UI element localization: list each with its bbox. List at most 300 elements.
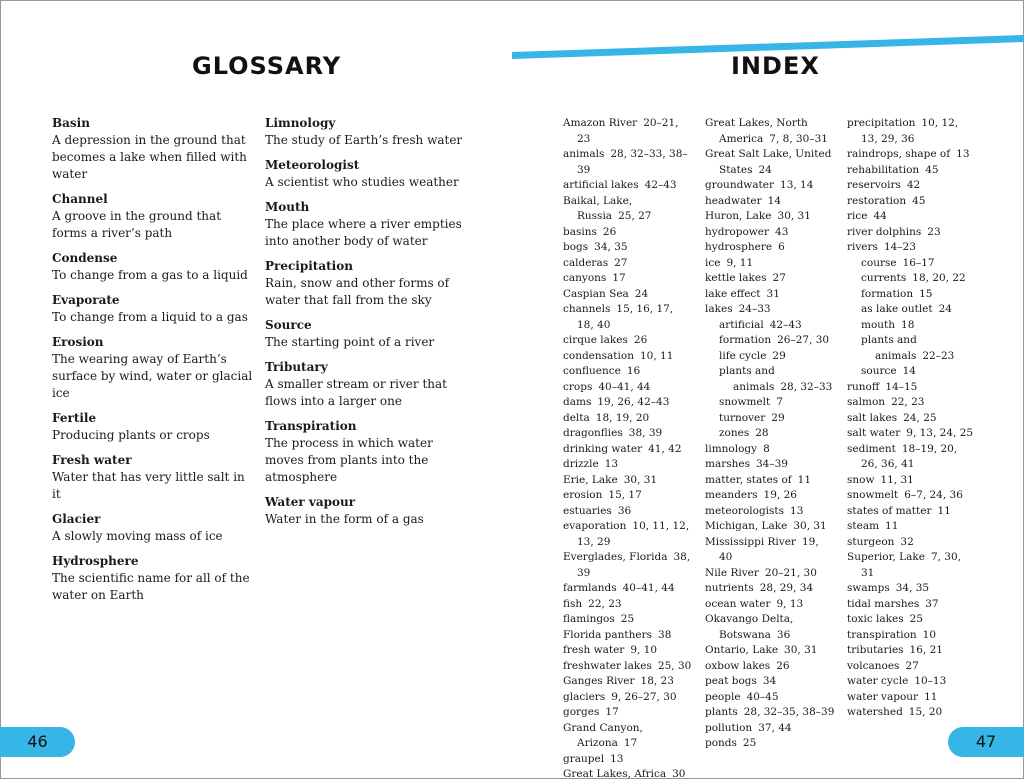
index-term: zones [719, 427, 750, 439]
index-title: INDEX [731, 52, 820, 80]
index-term: dams [563, 396, 592, 408]
index-term: mouth [861, 318, 896, 331]
index-entry [563, 752, 693, 768]
index-pages: 18, 19, 20 [595, 411, 650, 424]
index-pages: 42–43 [644, 179, 677, 191]
index-pages: 11, 31 [880, 473, 914, 486]
index-term: Huron, Lake [705, 210, 772, 222]
index-subentry [705, 395, 835, 411]
index-entry [563, 349, 693, 365]
index-term: rehabilitation [847, 163, 920, 176]
glossary-term: Mouth [265, 200, 310, 214]
index-entry [847, 163, 977, 179]
index-pages: 17 [605, 706, 619, 718]
index-term: calderas [563, 256, 609, 269]
index-term: artificial lakes [563, 179, 639, 191]
index-term: lakes [705, 303, 733, 315]
index-term: ice [705, 256, 721, 269]
index-term: Superior, Lake [847, 551, 925, 563]
index-pages: 15, 16, 17, 18, 40 [577, 303, 674, 331]
index-pages: 14–15 [885, 380, 918, 393]
index-pages: 8 [763, 442, 770, 455]
index-entry [563, 504, 693, 520]
glossary-definition: Rain, snow and other forms of water that fall from the sky [265, 276, 450, 307]
glossary-term: Transpiration [265, 419, 357, 433]
index-pages: 19, 40 [719, 535, 819, 563]
index-term: runoff [847, 380, 880, 393]
index-term: tidal marshes [847, 597, 920, 610]
index-entry [705, 659, 835, 675]
index-pages: 38 [658, 628, 672, 641]
index-entry [705, 504, 835, 520]
index-pages: 28, 32–35, 38–39 [743, 706, 835, 718]
index-term: Mississippi River [705, 535, 796, 548]
index-entry [563, 426, 693, 442]
index-entry [563, 643, 693, 659]
index-subentry [847, 287, 977, 303]
index-pages: 37 [925, 597, 939, 610]
index-entry [847, 178, 977, 194]
index-pages: 28 [755, 427, 769, 439]
index-term: flamingos [563, 613, 615, 625]
index-entry [847, 426, 977, 442]
index-entry [563, 721, 693, 752]
glossary-definition: A slowly moving mass of ice [52, 529, 223, 543]
index-pages: 24, 25 [903, 411, 937, 424]
index-entry [705, 612, 835, 643]
index-pages: 11 [924, 690, 938, 703]
index-entry [705, 519, 835, 535]
index-entry [847, 209, 977, 225]
index-entry [563, 194, 693, 225]
index-pages: 22, 23 [588, 597, 622, 610]
index-term: animals [563, 148, 605, 160]
index-term: Okavango Delta, Botswana [705, 613, 794, 641]
index-term: swamps [847, 582, 890, 594]
index-pages: 28, 32–33, 38–39 [577, 148, 688, 176]
index-column-2 [705, 116, 835, 752]
index-term: as lake outlet [861, 303, 933, 315]
index-entry [705, 581, 835, 597]
index-pages: 16 [626, 365, 641, 377]
index-term: condensation [563, 349, 634, 362]
index-term: drinking water [563, 442, 643, 455]
index-entry [563, 333, 693, 349]
index-entry [563, 473, 693, 489]
index-term: Caspian Sea [563, 287, 629, 300]
index-term: fish [563, 597, 583, 610]
index-pages: 36 [617, 504, 632, 517]
index-entry [847, 581, 977, 597]
glossary-definition: The starting point of a river [265, 335, 435, 349]
index-term: course [861, 256, 897, 269]
index-pages: 13, 14 [780, 179, 814, 191]
index-subentry [705, 333, 835, 349]
index-entry [563, 581, 693, 597]
index-pages: 44 [873, 210, 887, 222]
index-pages: 34 [762, 675, 777, 687]
index-subentry [847, 318, 977, 334]
index-pages: 15, 20 [908, 706, 943, 718]
index-entry [847, 225, 977, 241]
index-pages: 27 [772, 272, 786, 284]
index-term: river dolphins [847, 225, 922, 238]
index-entry [705, 287, 835, 303]
index-entry [847, 519, 977, 535]
index-entry [705, 240, 835, 256]
page-number-left: 46 [0, 727, 75, 757]
index-term: peat bogs [705, 675, 757, 687]
index-term: Michigan, Lake [705, 520, 788, 532]
index-pages: 17 [612, 272, 626, 284]
index-pages: 26–27, 30 [777, 334, 830, 346]
glossary-term: Meteorologist [265, 158, 360, 172]
index-pages: 13 [956, 148, 970, 160]
index-pages: 10 [922, 628, 937, 641]
glossary-definition: The process in which water moves from plants into the atmosphere [265, 436, 433, 484]
index-pages: 30, 31 [777, 210, 811, 222]
index-entry [563, 302, 693, 333]
index-entry [847, 395, 977, 411]
index-term: nutrients [705, 582, 754, 594]
index-term: bogs [563, 241, 589, 253]
index-term: Florida panthers [563, 628, 653, 641]
index-term: farmlands [563, 582, 617, 594]
index-pages: 37, 44 [758, 721, 792, 734]
index-entry [847, 488, 977, 504]
glossary-definition: The place where a river empties into another body of water [265, 217, 462, 248]
index-term: artificial [719, 318, 764, 331]
index-pages: 45 [925, 163, 939, 176]
index-entry [705, 597, 835, 613]
index-entry [563, 364, 693, 380]
index-pages: 26 [776, 659, 790, 672]
index-entry [563, 767, 693, 783]
glossary-term: Limnology [265, 116, 336, 130]
glossary-definition: A scientist who studies weather [265, 175, 459, 189]
page-number-right: 47 [948, 727, 1024, 757]
index-term: matter, states of [705, 473, 792, 486]
index-entry [847, 612, 977, 628]
glossary-term: Fresh water [52, 453, 132, 467]
glossary-term: Basin [52, 116, 90, 130]
glossary-definition: A groove in the ground that forms a river’s path [52, 209, 222, 240]
index-entry [563, 178, 693, 194]
index-entry [847, 535, 977, 551]
index-term: limnology [705, 442, 758, 455]
index-pages: 40–45 [746, 690, 779, 703]
index-entry [847, 442, 977, 473]
index-pages: 11 [937, 504, 951, 517]
index-entry [705, 225, 835, 241]
index-term: hydropower [705, 225, 770, 238]
glossary-definition: The study of Earth’s fresh water [265, 133, 463, 147]
index-entry [705, 721, 835, 737]
index-pages: 15, 17 [608, 489, 642, 501]
index-term: Erie, Lake [563, 473, 618, 486]
index-pages: 13 [604, 458, 619, 470]
glossary-term: Source [265, 318, 312, 332]
index-pages: 17 [623, 737, 638, 749]
glossary-definition: The wearing away of Earth’s surface by wind, water or glacial ice [52, 352, 253, 400]
index-pages: 23 [927, 225, 941, 238]
index-term: marshes [705, 458, 750, 470]
index-term: sediment [847, 442, 896, 455]
index-term: salt water [847, 427, 901, 439]
glossary-definition: The scientific name for all of the water on Earth [52, 571, 250, 602]
index-pages: 10, 11 [639, 349, 674, 362]
index-pages: 43 [775, 225, 789, 238]
index-pages: 38, 39 [628, 427, 663, 439]
index-entry [847, 240, 977, 256]
index-entry [847, 116, 977, 147]
index-entry [563, 659, 693, 675]
index-term: meanders [705, 489, 758, 501]
index-term: gorges [563, 706, 600, 718]
index-entry [563, 411, 693, 427]
index-entry [705, 256, 835, 272]
index-pages: 27 [614, 256, 628, 269]
index-subentry [705, 318, 835, 334]
index-term: water vapour [847, 690, 919, 703]
index-term: fresh water [563, 644, 625, 656]
index-entry [847, 705, 977, 721]
index-subentry [705, 349, 835, 365]
index-pages: 30, 31 [623, 473, 658, 486]
index-pages: 11 [797, 473, 812, 486]
index-entry [563, 287, 693, 303]
index-pages: 29 [772, 349, 786, 362]
index-term: rivers [847, 241, 878, 253]
index-term: kettle lakes [705, 272, 767, 284]
index-term: ocean water [705, 597, 771, 610]
index-pages: 20–21, 23 [577, 117, 679, 145]
index-pages: 19, 26, 42–43 [597, 396, 670, 408]
index-term: basins [563, 225, 597, 238]
index-term: salt lakes [847, 411, 898, 424]
index-term: graupel [563, 752, 605, 765]
glossary-term: Fertile [52, 411, 97, 425]
index-pages: 18, 20, 22 [912, 272, 966, 284]
index-column-3 [847, 116, 977, 721]
index-term: turnover [719, 411, 766, 424]
glossary-definition: A depression in the ground that becomes a lake when filled with water [52, 133, 247, 181]
index-subentry [847, 302, 977, 318]
index-pages: 25, 27 [618, 210, 652, 222]
index-term: toxic lakes [847, 613, 904, 625]
index-term: tributaries [847, 644, 904, 656]
index-subentry [705, 411, 835, 427]
index-term: oxbow lakes [705, 659, 771, 672]
index-pages: 25, 30 [657, 659, 692, 672]
glossary-column-right [265, 115, 470, 528]
index-entry [563, 442, 693, 458]
index-term: formation [861, 287, 914, 300]
index-entry [847, 147, 977, 163]
index-pages: 45 [912, 194, 926, 207]
index-term: rice [847, 210, 868, 222]
index-term: sturgeon [847, 535, 895, 548]
index-pages: 13 [790, 504, 804, 517]
index-term: Great Lakes, Africa [563, 768, 667, 780]
index-entry [705, 302, 835, 318]
index-pages: 26 [602, 225, 617, 238]
index-pages: 18, 23 [640, 675, 674, 687]
index-term: transpiration [847, 628, 917, 641]
index-entry [847, 380, 977, 396]
index-term: Nile River [705, 566, 759, 579]
index-entry [705, 566, 835, 582]
index-pages: 31 [766, 287, 780, 300]
index-entry [705, 705, 835, 721]
glossary-term: Channel [52, 192, 108, 206]
index-term: source [861, 365, 897, 377]
index-term: raindrops, shape of [847, 148, 951, 160]
index-term: glaciers [563, 690, 606, 703]
index-pages: 15 [919, 287, 933, 300]
index-term: Amazon River [563, 117, 638, 129]
index-pages: 25 [742, 737, 757, 749]
index-entry [705, 209, 835, 225]
index-subentry [847, 271, 977, 287]
index-pages: 7, 8, 30–31 [769, 132, 828, 145]
index-entry [563, 256, 693, 272]
index-subentry [847, 364, 977, 380]
index-pages: 29 [771, 411, 785, 424]
index-pages: 42 [906, 179, 921, 191]
index-term: confluence [563, 365, 621, 377]
index-term: canyons [563, 272, 607, 284]
index-pages: 9, 13, 24, 25 [906, 427, 974, 439]
index-term: evaporation [563, 520, 627, 532]
index-term: Baikal, Lake, Russia [563, 194, 633, 222]
index-pages: 6–7, 24, 36 [904, 489, 963, 501]
index-pages: 10–13 [914, 675, 947, 687]
index-entry [563, 628, 693, 644]
index-term: freshwater lakes [563, 659, 652, 672]
index-pages: 16, 21 [909, 644, 943, 656]
index-pages: 24–33 [738, 303, 771, 315]
index-entry [705, 271, 835, 287]
index-pages: 14–23 [883, 241, 916, 253]
index-pages: 10, 12, 13, 29, 36 [861, 117, 959, 145]
index-entry [563, 690, 693, 706]
index-term: pollution [705, 721, 753, 734]
index-entry [563, 488, 693, 504]
index-entry [563, 147, 693, 178]
index-subentry [705, 364, 835, 395]
index-subentry [847, 256, 977, 272]
index-pages: 42–43 [769, 318, 802, 331]
index-pages: 30, 31 [784, 644, 818, 656]
index-entry [705, 178, 835, 194]
index-term: groundwater [705, 179, 775, 191]
index-term: meteorologists [705, 504, 785, 517]
index-column-1 [563, 116, 693, 783]
index-term: life cycle [719, 349, 767, 362]
index-pages: 14 [767, 194, 782, 207]
index-entry [847, 504, 977, 520]
index-entry [563, 116, 693, 147]
glossary-definition: Water that has very little salt in it [52, 470, 245, 501]
index-pages: 7 [776, 396, 783, 408]
index-pages: 25 [620, 613, 635, 625]
index-term: precipitation [847, 117, 916, 129]
index-term: reservoirs [847, 179, 901, 191]
index-pages: 9, 11 [726, 256, 754, 269]
index-term: Everglades, Florida [563, 551, 668, 563]
index-term: headwater [705, 194, 762, 207]
index-pages: 9, 10 [630, 644, 658, 656]
index-entry [705, 147, 835, 178]
index-term: drizzle [563, 458, 599, 470]
index-term: states of matter [847, 504, 932, 517]
index-entry [563, 240, 693, 256]
glossary-definition: To change from a liquid to a gas [52, 310, 248, 324]
index-term: channels [563, 303, 611, 315]
index-pages: 20–21, 30 [764, 566, 817, 579]
index-term: plants [705, 706, 738, 718]
index-term: dragonflies [563, 427, 623, 439]
glossary-column-left [52, 115, 257, 604]
index-term: Grand Canyon, Arizona [563, 721, 643, 749]
index-entry [705, 535, 835, 566]
index-entry [847, 659, 977, 675]
index-pages: 24 [634, 287, 649, 300]
index-term: formation [719, 334, 772, 346]
index-pages: 7, 30, 31 [861, 551, 962, 579]
index-entry [563, 705, 693, 721]
index-pages: 25 [909, 613, 923, 625]
index-entry [847, 690, 977, 706]
index-term: steam [847, 520, 880, 532]
index-term: water cycle [847, 675, 909, 687]
index-pages: 27 [905, 659, 919, 672]
index-term: Great Salt Lake, United States [705, 148, 832, 176]
index-term: hydrosphere [705, 241, 773, 253]
index-entry [705, 674, 835, 690]
index-entry [847, 628, 977, 644]
index-entry [847, 643, 977, 659]
index-term: snowmelt [847, 489, 899, 501]
index-entry [563, 597, 693, 613]
index-entry [847, 597, 977, 613]
glossary-title: GLOSSARY [192, 52, 342, 80]
index-pages: 22–23 [922, 349, 955, 362]
index-term: erosion [563, 489, 603, 501]
index-entry [705, 457, 835, 473]
index-pages: 26 [633, 334, 648, 346]
index-term: ponds [705, 737, 737, 749]
glossary-definition: To change from a gas to a liquid [52, 268, 248, 282]
index-pages: 10, 11, 12, 13, 29 [577, 520, 690, 548]
index-term: salmon [847, 396, 886, 408]
index-entry [563, 674, 693, 690]
index-pages: 30, 31 [793, 520, 827, 532]
glossary-definition: A smaller stream or river that flows into a larger one [265, 377, 447, 408]
index-term: lake effect [705, 287, 761, 300]
index-entry [705, 488, 835, 504]
index-entry [847, 411, 977, 427]
index-pages: 38, 39 [577, 551, 691, 579]
index-term: Ontario, Lake [705, 644, 779, 656]
index-pages: 28, 32–33 [780, 380, 833, 393]
index-entry [563, 550, 693, 581]
index-term: currents [861, 272, 907, 284]
index-pages: 22, 23 [891, 396, 925, 408]
index-pages: 30 [672, 768, 686, 780]
index-entry [563, 519, 693, 550]
